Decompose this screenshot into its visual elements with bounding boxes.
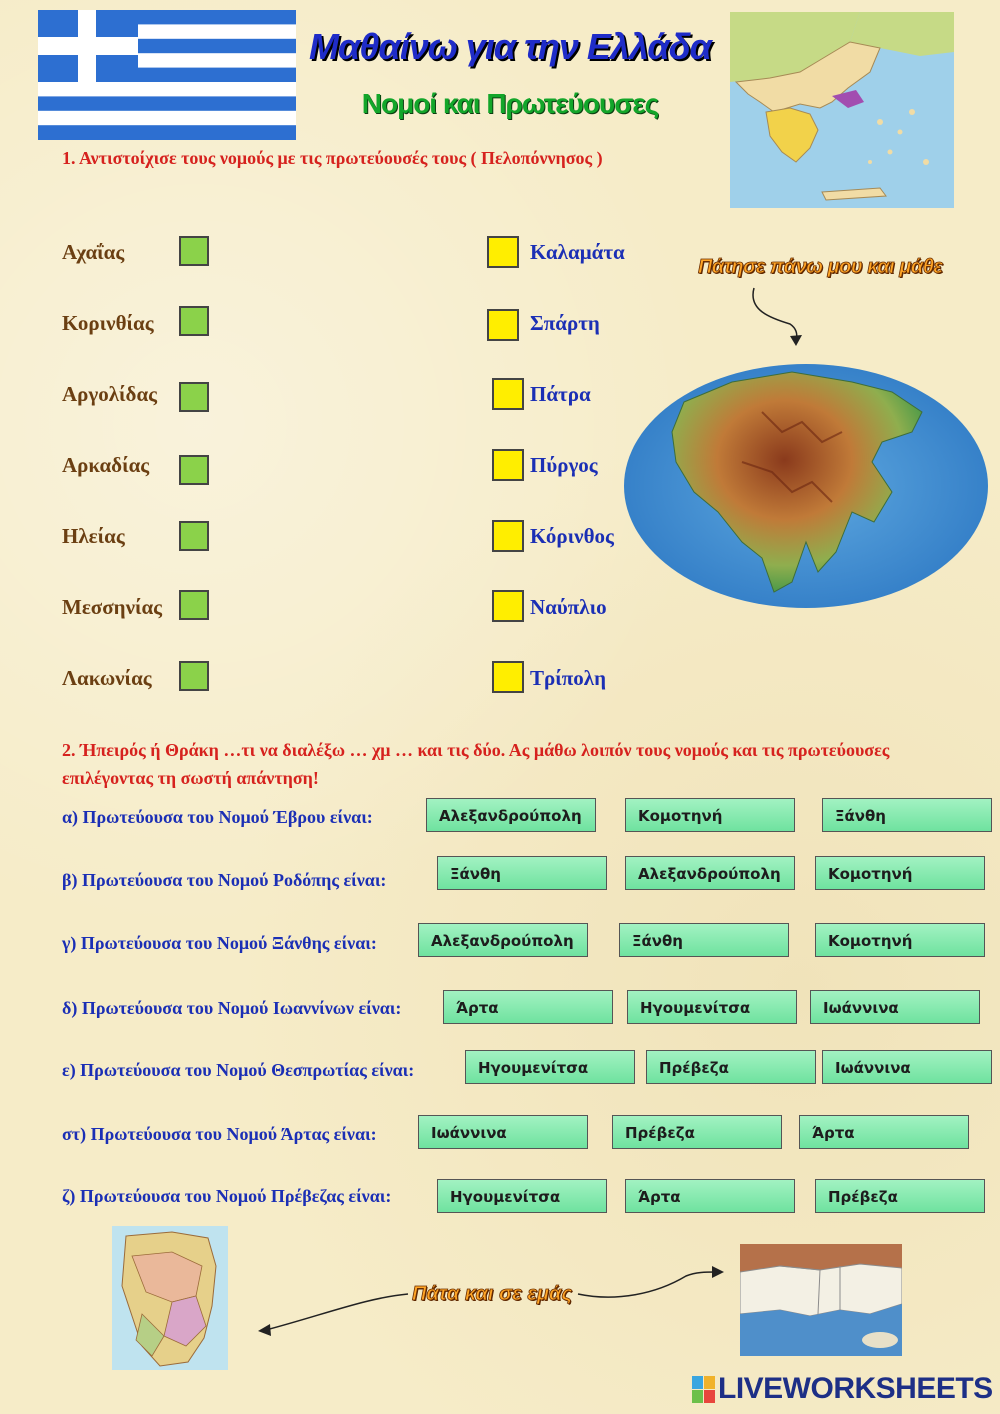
answer-option[interactable]: Ηγουμενίτσα (437, 1179, 607, 1213)
answer-option[interactable]: Ξάνθη (437, 856, 607, 890)
question-text: γ) Πρωτεύουσα του Νομού Ξάνθης είναι: (62, 933, 377, 953)
answer-option[interactable]: Πρέβεζα (646, 1050, 816, 1084)
capital-label: Ναύπλιο (530, 595, 607, 619)
match-box-capital[interactable] (492, 661, 524, 693)
peloponnese-relief-map[interactable] (622, 362, 990, 610)
liveworksheets-logo: LIVEWORKSHEETS (718, 1372, 993, 1405)
match-box-prefecture[interactable] (179, 590, 209, 620)
answer-option[interactable]: Κομοτηνή (815, 856, 985, 890)
answer-option[interactable]: Αλεξανδρούπολη (418, 923, 588, 957)
answer-option[interactable]: Άρτα (443, 990, 613, 1024)
match-box-capital[interactable] (492, 378, 524, 410)
prefecture-label: Αχαΐας (62, 240, 125, 264)
match-box-prefecture[interactable] (179, 661, 209, 691)
maps-callout-text: Πάτα και σε εμάς (412, 1283, 573, 1305)
match-box-capital[interactable] (492, 590, 524, 622)
thrace-map[interactable] (740, 1244, 902, 1356)
exercise-2-instruction: 2. Ήπειρός ή Θράκη …τι να διαλέξω … χμ … και τις δύο. Ας μάθω λοιπόν τους νομούς και τις πρωτεύουσες επιλέγοντας τη σωστή απάντηση! (62, 740, 890, 788)
match-box-prefecture[interactable] (179, 236, 209, 266)
capital-label: Καλαμάτα (530, 240, 625, 264)
prefecture-label: Λακωνίας (62, 666, 152, 690)
answer-option[interactable]: Ηγουμενίτσα (465, 1050, 635, 1084)
answer-option[interactable]: Αλεξανδρούπολη (426, 798, 596, 832)
prefecture-label: Αρκαδίας (62, 453, 150, 477)
question-text: δ) Πρωτεύουσα του Νομού Ιωαννίνων είναι: (62, 998, 402, 1018)
prefecture-label: Κορινθίας (62, 311, 154, 335)
answer-option[interactable]: Ξάνθη (822, 798, 992, 832)
prefecture-label: Μεσσηνίας (62, 595, 163, 619)
match-box-prefecture[interactable] (179, 382, 209, 412)
match-box-prefecture[interactable] (179, 306, 209, 336)
answer-option[interactable]: Ηγουμενίτσα (627, 990, 797, 1024)
match-box-capital[interactable] (492, 520, 524, 552)
prefecture-label: Αργολίδας (62, 382, 158, 406)
answer-option[interactable]: Άρτα (625, 1179, 795, 1213)
answer-option[interactable]: Άρτα (799, 1115, 969, 1149)
question-text: β) Πρωτεύουσα του Νομού Ροδόπης είναι: (62, 870, 387, 890)
capital-label: Σπάρτη (530, 311, 600, 335)
answer-option[interactable]: Ιωάννινα (418, 1115, 588, 1149)
greek-flag (38, 10, 296, 140)
match-box-capital[interactable] (492, 449, 524, 481)
question-text: ε) Πρωτεύουσα του Νομού Θεσπρωτίας είναι: (62, 1060, 415, 1080)
answer-option[interactable]: Αλεξανδρούπολη (625, 856, 795, 890)
exercise-1-instruction: 1. Αντιστοίχισε τους νομούς με τις πρωτεύουσές τους ( Πελοπόννησος ) (62, 148, 603, 168)
capital-label: Κόρινθος (530, 524, 614, 548)
capital-label: Τρίπολη (530, 666, 607, 690)
epirus-map[interactable] (112, 1226, 228, 1370)
page-subtitle: Νομοί και Πρωτεύουσες (361, 88, 659, 119)
question-text: στ) Πρωτεύουσα του Νομού Άρτας είναι: (62, 1124, 377, 1144)
page-title: Μαθαίνω για την Ελλάδα (308, 26, 712, 67)
question-text: α) Πρωτεύουσα του Νομού Έβρου είναι: (62, 807, 373, 827)
answer-option[interactable]: Κομοτηνή (625, 798, 795, 832)
match-box-capital[interactable] (487, 309, 519, 341)
greece-map[interactable] (730, 12, 954, 208)
capital-label: Πύργος (530, 453, 598, 477)
match-box-prefecture[interactable] (179, 521, 209, 551)
answer-option[interactable]: Ξάνθη (619, 923, 789, 957)
match-box-prefecture[interactable] (179, 455, 209, 485)
question-text: ζ) Πρωτεύουσα του Νομού Πρέβεζας είναι: (62, 1186, 392, 1206)
answer-option[interactable]: Ιωάννινα (822, 1050, 992, 1084)
answer-option[interactable]: Πρέβεζα (612, 1115, 782, 1149)
answer-option[interactable]: Πρέβεζα (815, 1179, 985, 1213)
answer-option[interactable]: Κομοτηνή (815, 923, 985, 957)
liveworksheets-logo-icon (692, 1376, 716, 1404)
answer-option[interactable]: Ιωάννινα (810, 990, 980, 1024)
map-callout-text: Πάτησε πάνω μου και μάθε (698, 256, 943, 278)
curved-arrow-icon (740, 284, 810, 350)
prefecture-label: Ηλείας (62, 524, 125, 548)
match-box-capital[interactable] (487, 236, 519, 268)
capital-label: Πάτρα (530, 382, 591, 406)
